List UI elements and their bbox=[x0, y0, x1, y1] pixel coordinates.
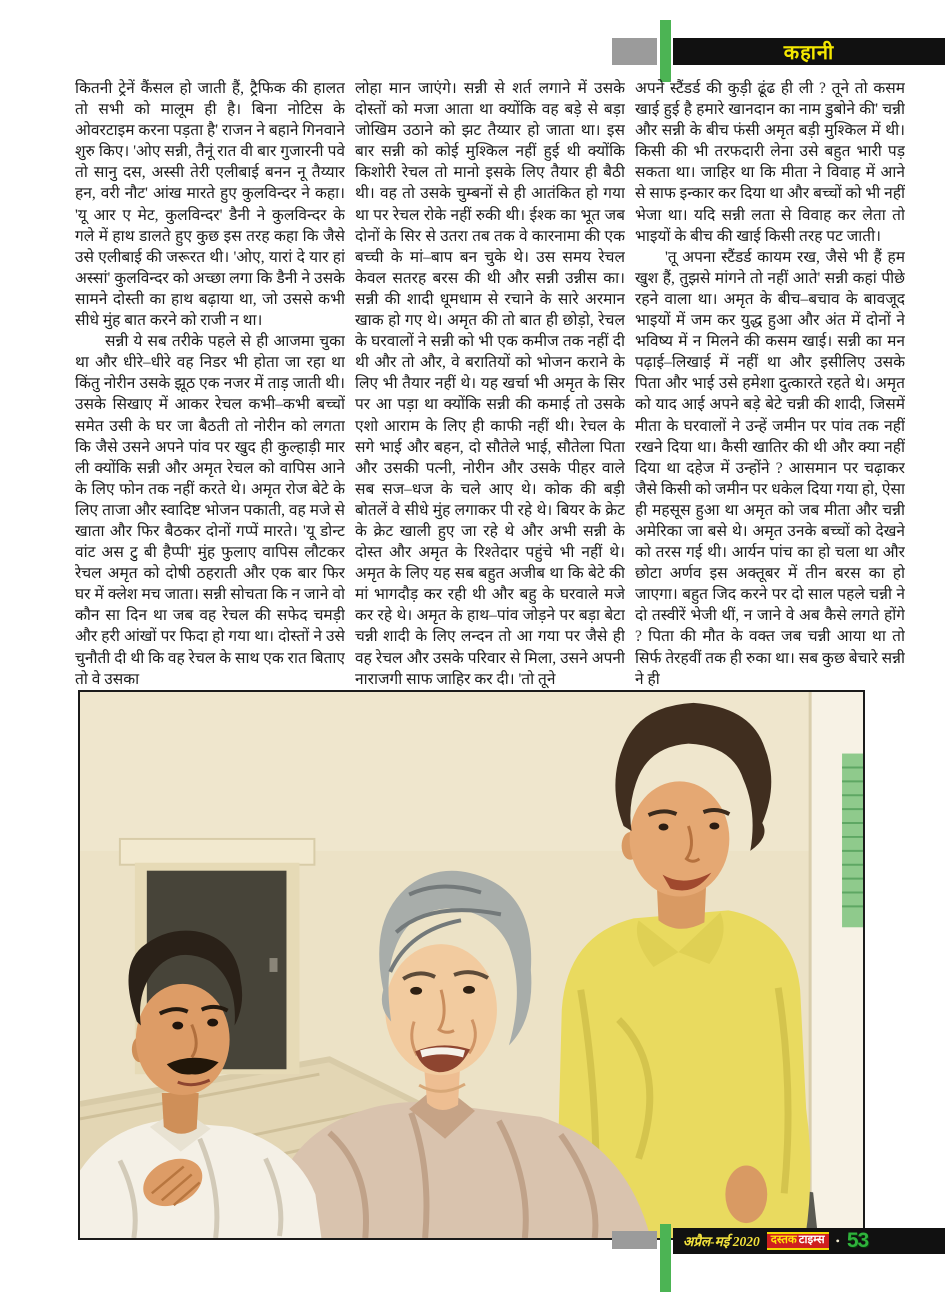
story-paragraph: लोहा मान जाएंगे। सन्नी से शर्त लगाने में उसके दोस्तों को मजा आता था क्योंकि वह बड़े से बड़ा जोखिम उठाने को झट तैय्यार हो जाता था। इस बार सन्नी को कोई मुश्किल नहीं हुई थी क्योंकि किशोरी रेचल तो मानो इसके लिए तैयार ही बैठी थी। वह तो उसके चुम्बनों से ही आतंकित हो गया था पर रेचल रोके नहीं रुकी थी। ईश्क का भूत जब दोनों के सिर से उतरा तब तक वे कारनामा की एक बच्ची के मां–बाप बन चुके थे। उस समय रेचल केवल सतरह बरस की थी और सन्नी उन्नीस का। सन्नी की शादी धूमधाम से रचाने के सारे अरमान खाक हो गए थे। अमृत की तो बात ही छोड़ो, रेचल के घरवालों ने सन्नी को भी एक कमीज तक नहीं दी थी और तो और, वे बरातियों को भोजन कराने के लिए भी तैयार नहीं थे। यह खर्चा भी अमृत के सिर पर आ पड़ा था क्योंकि सन्नी की कमाई तो उसके एशो आराम के लिए ही काफी नहीं थी। रेचल के सगे भाई और बहन, दो सौतेले भाई, सौतेला पिता और उसकी पत्नी, नोरीन और उसके पीहर वाले सब सज–धज के चले आए थे। कोक की बड़ी बोतलें वे सीधे मुंह लगाकर पी रहे थे। बियर के क्रेट के क्रेट खाली हुए जा रहे थे और अभी सन्नी के दोस्त और अमृत के रिश्तेदार पहुंचे भी नहीं थे। अमृत के लिए यह सब बहुत अजीब था कि बेटे की मां भागदौड़ कर रही थी और बहु के घरवाले मजे कर रहे थे। अमृत के हाथ–पांव जोड़ने पर बड़ा बेटा चन्नी शादी के लिए लन्दन तो आ गया पर जैसे ही वह रेचल और उसके परिवार से मिला, उसने अपनी नाराजगी साफ जाहिर कर दी। 'तो तूने bbox=[355, 80, 625, 688]
story-column-1 bbox=[75, 78, 345, 690]
footer-gray-block bbox=[612, 1231, 657, 1249]
green-window-right bbox=[842, 754, 863, 928]
story-paragraph: 'तू अपना स्टैंडर्ड कायम रख, जैसे भी हैं हम खुश हैं, तुझसे मांगने तो नहीं आते' सन्नी कहां पीछे रहने वाला था। अमृत के बीच–बचाव के बावजूद भाइयों में जम कर युद्ध हुआ और अंत में दोनों ने भविष्य में न मिलने की कसम खाई। सन्नी का मन पढ़ाई–लिखाई में नहीं था और इसीलिए उसके पिता और भाई उसे हमेशा दुत्कारते रहते थे। अमृत को याद आई अपने बड़े बेटे चन्नी की शादी, जिसमें मीता के घरवालों ने उन्हें जमीन पर पांव तक नहीं रखने दिया था। कैसी खातिर की थी और क्या नहीं दिया था दहेज में उन्होंने ? आसमान पर चढ़ाकर जैसे किसी को जमीन पर धकेल दिया गया हो, ऐसा ही महसूस हुआ था अमृत को जब मीता और चन्नी अमेरिका जा बसे थे। अमृत उनके बच्चों को देखने को तरस गई थी। आर्यन पांच का हो चला था और छोटा अर्णव इस अक्तूबर में तीन बरस का हो जाएगा। बहुत जिद करने पर दो साल पहले चन्नी ने दो तस्वीरें भेजी थीं, न जाने वे अब कैसे लगते होंगे ? पिता की मौत के वक्त जब चन्नी आया था तो सिर्फ तेरहवीं तक ही रुका था। सब कुछ बेचारे सन्नी ने ही bbox=[635, 248, 905, 688]
story-column-2 bbox=[355, 78, 625, 690]
header-gray-block bbox=[612, 38, 657, 65]
story-paragraph: अपने स्टैंडर्ड की कुड़ी ढूंढ ही ली ? तूने तो कसम खाई हुई है हमारे खानदान का नाम डुबोने की' चन्नी और सन्नी के बीच फंसी अमृत बड़ी मुश्किल में थी। किसी की भी तरफदारी लेना उसे बहुत भारी पड़ सकता था। जाहिर था कि मीता ने विवाह में आने से साफ इन्कार कर दिया था और बच्चों को भी नहीं भेजा था। यदि सन्नी लता से विवाह कर लेता तो भाइयों के बीच की खाई किसी तरह पट जाती। bbox=[635, 80, 905, 245]
issue-date: अप्रैल-मई 2020 bbox=[683, 1234, 760, 1249]
footer-green-bar bbox=[660, 1224, 671, 1292]
page-number: 53 bbox=[846, 1229, 869, 1252]
section-title: कहानी bbox=[783, 42, 835, 64]
illustration-canvas bbox=[80, 692, 863, 1238]
magazine-name-word2: टाइम्स bbox=[798, 1234, 825, 1247]
header-green-bar bbox=[660, 20, 671, 82]
story-paragraph: सन्नी ये सब तरीके पहले से ही आजमा चुका था और धीरे–धीरे वह निडर भी होता जा रहा था किंतु नोरीन उसके झूठ एक नजर में ताड़ जाती थी। उसके सिखाए में आकर रेचल कभी–कभी बच्चों समेत उसी के घर जा बैठती तो नोरीन को लगता कि जैसे उसने अपने पांव पर खुद ही कुल्हाड़ी मार ली क्योंकि सन्नी और अमृत रेचल को वापिस आने के लिए फोन तक नहीं करते थे। अमृत रोज बेटे के लिए ताजा और स्वादिष्ट भोजन पकाती, वह मजे से खाता और फिर बैठकर दोनों गप्पें मारते। 'यू डोन्ट वांट अस टु बी हैप्पी' मुंह फुलाए वापिस लौटकर रेचल अमृत को दोषी ठहराती और एक बार फिर घर में क्लेश मच जाता। सन्नी सोचता कि न जाने वो कौन सा दिन था जब वह रेचल की सफेद चमड़ी और हरी आंखों पर फिदा हो गया था। दोस्तों ने उसे चुनौती दी थी कि वह रेचल के साथ एक रात बिताए तो वे उसका bbox=[75, 333, 345, 688]
story-columns bbox=[75, 78, 905, 690]
footer-bullet: • bbox=[835, 1233, 840, 1248]
header-section-band bbox=[673, 38, 945, 65]
story-column-3 bbox=[635, 78, 905, 690]
magazine-name-word1: दस्तक bbox=[770, 1234, 797, 1247]
story-illustration bbox=[78, 690, 865, 1240]
magazine-logo bbox=[767, 1232, 829, 1250]
story-paragraph: कितनी ट्रेनें कैंसल हो जाती हैं, ट्रैफिक की हालत तो सभी को मालूम ही है। बिना नोटिस के ओवरटाइम करना पड़ता है' राजन ने बहाने गिनवाने शुरु किए। 'ओए सन्नी, तैनूं रात वी बार गुजारनी पवे तो सानु दस, अस्सी तेरी एलीबाई बनन नू तैय्यार हन, वरी नौट' आंख मारते हुए कुलविन्दर ने कहा। 'यू आर ए मेट, कुलविन्दर' डैनी ने कुलविन्दर के गले में हाथ डालते हुए कुछ इस तरह कहा कि जैसे उसे एलीबाई की जरूरत थी। 'ओए, यारां दे यार हां अस्सां' कुलविन्दर को अच्छा लगा कि डैनी ने उसके सामने दोस्ती का हाथ बढ़ाया था, जो उससे कभी सीधे मुंह बात करने को राजी न था। bbox=[75, 80, 345, 330]
footer-band bbox=[673, 1228, 945, 1254]
